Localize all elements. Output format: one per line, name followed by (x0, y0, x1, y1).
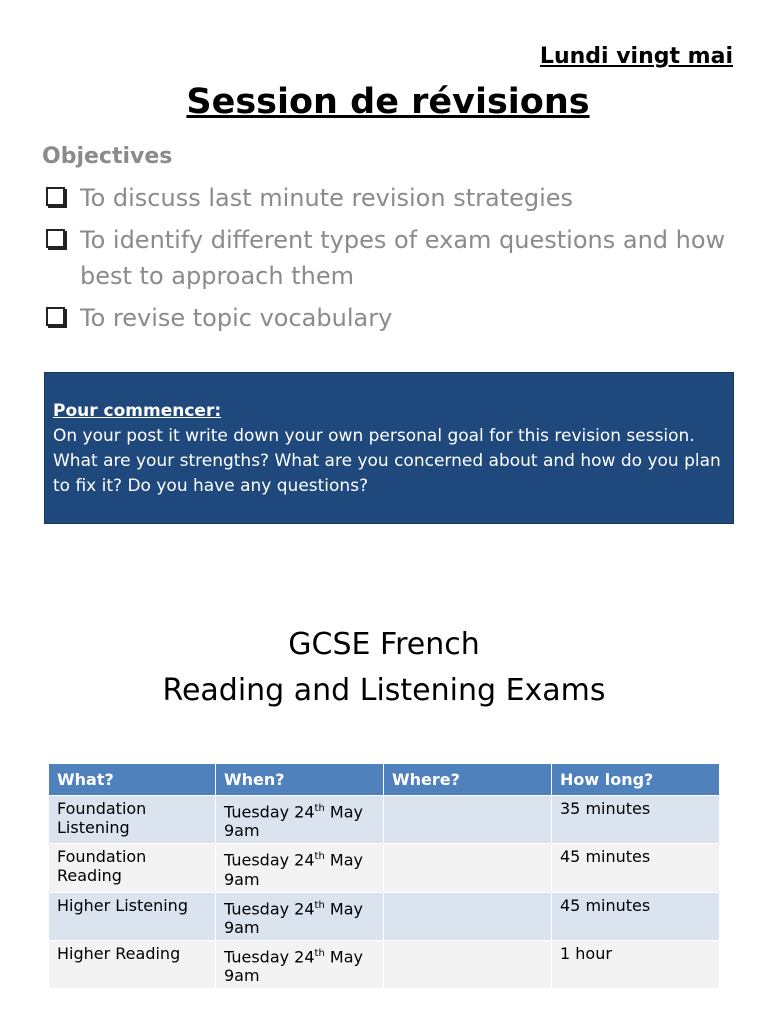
starter-box (44, 372, 734, 524)
cell-where (384, 892, 552, 940)
objective-item (42, 300, 732, 336)
column-header-when: When? (216, 764, 384, 796)
cell-what: Foundation Reading (49, 844, 216, 892)
cell-how-long: 45 minutes (552, 844, 720, 892)
table-row (49, 892, 720, 940)
objective-item (42, 222, 732, 294)
table-row (49, 940, 720, 988)
date-heading: Lundi vingt mai (539, 44, 733, 69)
cell-where (384, 844, 552, 892)
exam-title (0, 622, 768, 714)
checkbox-bullet-icon (46, 307, 65, 326)
starter-body: On your post it write down your own personal goal for this revision session. What are your strengths? What are you concerned about and how do you plan to fix it? Do you have any questions? (53, 426, 721, 496)
cell-how-long: 35 minutes (552, 796, 720, 844)
objectives-heading: Objectives (42, 144, 173, 169)
cell-how-long: 45 minutes (552, 892, 720, 940)
cell-where (384, 796, 552, 844)
objective-text: To discuss last minute revision strategies (80, 184, 574, 212)
cell-when: Tuesday 24th May 9am (216, 796, 384, 844)
table-row (49, 844, 720, 892)
cell-when: Tuesday 24th May 9am (216, 940, 384, 988)
cell-when: Tuesday 24th May 9am (216, 892, 384, 940)
exam-title-line2: Reading and Listening Exams (162, 673, 606, 708)
exam-schedule-table (48, 763, 720, 989)
objective-text: To revise topic vocabulary (80, 304, 393, 332)
objective-item (42, 180, 732, 216)
table-row (49, 796, 720, 844)
column-header-how-long: How long? (552, 764, 720, 796)
column-header-where: Where? (384, 764, 552, 796)
table-header-row (49, 764, 720, 796)
cell-how-long: 1 hour (552, 940, 720, 988)
checkbox-bullet-icon (46, 187, 65, 206)
cell-when: Tuesday 24th May 9am (216, 844, 384, 892)
exam-title-line1: GCSE French (288, 627, 480, 662)
page-title: Session de révisions (186, 82, 590, 122)
cell-what: Foundation Listening (49, 796, 216, 844)
column-header-what: What? (49, 764, 216, 796)
cell-where (384, 940, 552, 988)
objectives-list (42, 180, 732, 342)
checkbox-bullet-icon (46, 229, 65, 248)
objective-text: To identify different types of exam questions and how best to approach them (80, 226, 726, 290)
cell-what: Higher Reading (49, 940, 216, 988)
starter-title: Pour commencer: (53, 401, 222, 421)
cell-what: Higher Listening (49, 892, 216, 940)
